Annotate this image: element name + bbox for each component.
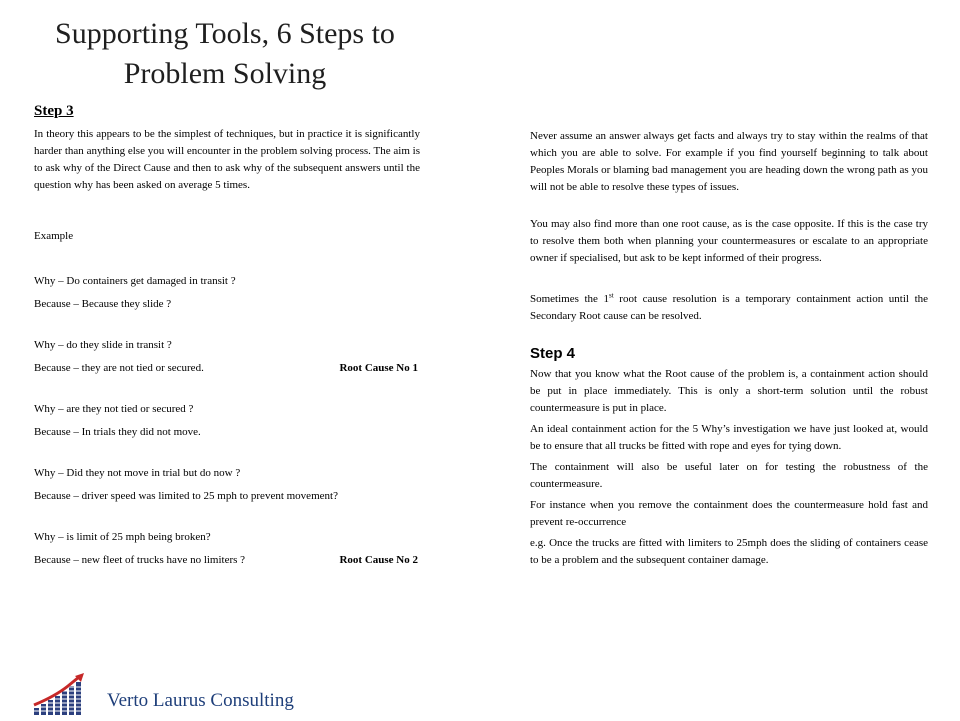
step-4-paragraph-3: The containment will also be useful later on for testing the robustness of the countermeasure.	[530, 461, 928, 490]
left-column	[34, 103, 420, 569]
step-4-paragraph-1: Now that you know what the Root cause of the problem is, a containment action should be put in place immediately. This is only a short-term solution until the robust countermeasure is put in place.	[530, 368, 928, 414]
right-column	[530, 128, 928, 569]
because-text-4: Because – driver speed was limited to 25 mph to prevent movement?	[34, 490, 338, 502]
root-cause-tag-1	[418, 296, 420, 313]
because-text-3: Because – In trials they did not move.	[34, 426, 201, 438]
why-question-2: Why – do they slide in transit ?	[34, 339, 172, 351]
p3-start: Sometimes the 1	[530, 293, 610, 305]
page-title	[20, 14, 430, 94]
why-question-5: Why – is limit of 25 mph being broken?	[34, 531, 211, 543]
step-4-paragraph-2: An ideal containment action for the 5 Why’s investigation we have just looked at, would be to ensure that all trucks be fitted with rope and eyes for tying down.	[530, 423, 928, 452]
step-3-heading: Step 3	[34, 103, 74, 119]
root-cause-tag-4	[418, 488, 420, 505]
because-text-2: Because – they are not tied or secured.	[34, 362, 204, 374]
page-title-line-2: Problem Solving	[123, 57, 327, 90]
company-logo	[32, 672, 90, 716]
because-text-1: Because – Because they slide ?	[34, 298, 172, 310]
step-4-heading: Step 4	[530, 345, 576, 362]
p3-end: root cause resolution is a temporary containment action until the Secondary Root cause can be resolved.	[530, 293, 929, 322]
page-title-line-1: Supporting Tools, 6 Steps to	[55, 17, 395, 50]
brand-name: Verto Laurus Consulting	[107, 690, 294, 711]
because-answer-2	[34, 360, 420, 377]
right-paragraph-3	[530, 291, 928, 325]
p3-superscript: st	[609, 291, 614, 300]
rising-bar-chart-arrow-icon	[32, 672, 90, 716]
why-question-1: Why – Do containers get damaged in transit ?	[34, 275, 236, 287]
right-paragraph-2: You may also find more than one root cause, as is the case opposite. If this is the case try to resolve them both when planning your countermeasures or escalate to an appropriate owner if specialised, but ask to be kept informed of their progress.	[530, 218, 928, 264]
right-paragraph-1: Never assume an answer always get facts and always try to stay within the realms of that which you are able to solve. For example if you find yourself beginning to talk about Peoples Morals or blaming bad management you are heading down the wrong path as you will not be able to resolve these types of issues.	[530, 130, 928, 193]
step-3-intro: In theory this appears to be the simplest of techniques, but in practice it is significantly harder than anything else you will encounter in the problem solving process. The aim is to ask why of the Direct Cause and then to ask why of the subsequent answers until the question why has been asked on average 5 times.	[34, 128, 420, 191]
root-cause-tag-3	[418, 424, 420, 441]
because-text-5: Because – new fleet of trucks have no limiters ?	[34, 554, 246, 566]
root-cause-tag-2: Root Cause No 1	[339, 362, 418, 374]
because-answer-4	[34, 488, 420, 505]
because-answer-1	[34, 296, 420, 313]
step-4-paragraph-4: For instance when you remove the containment does the countermeasure hold fast and prevent re-occurrence	[530, 499, 928, 528]
why-question-4: Why – Did they not move in trial but do now ?	[34, 467, 241, 479]
step-4-paragraph-5: e.g. Once the trucks are fitted with limiters to 25mph does the sliding of containers cease to be a problem and the subsequent container damage.	[530, 537, 928, 566]
example-label: Example	[34, 230, 74, 242]
root-cause-tag-5: Root Cause No 2	[339, 554, 418, 566]
why-question-3: Why – are they not tied or secured ?	[34, 403, 194, 415]
because-answer-5	[34, 552, 420, 569]
because-answer-3	[34, 424, 420, 441]
